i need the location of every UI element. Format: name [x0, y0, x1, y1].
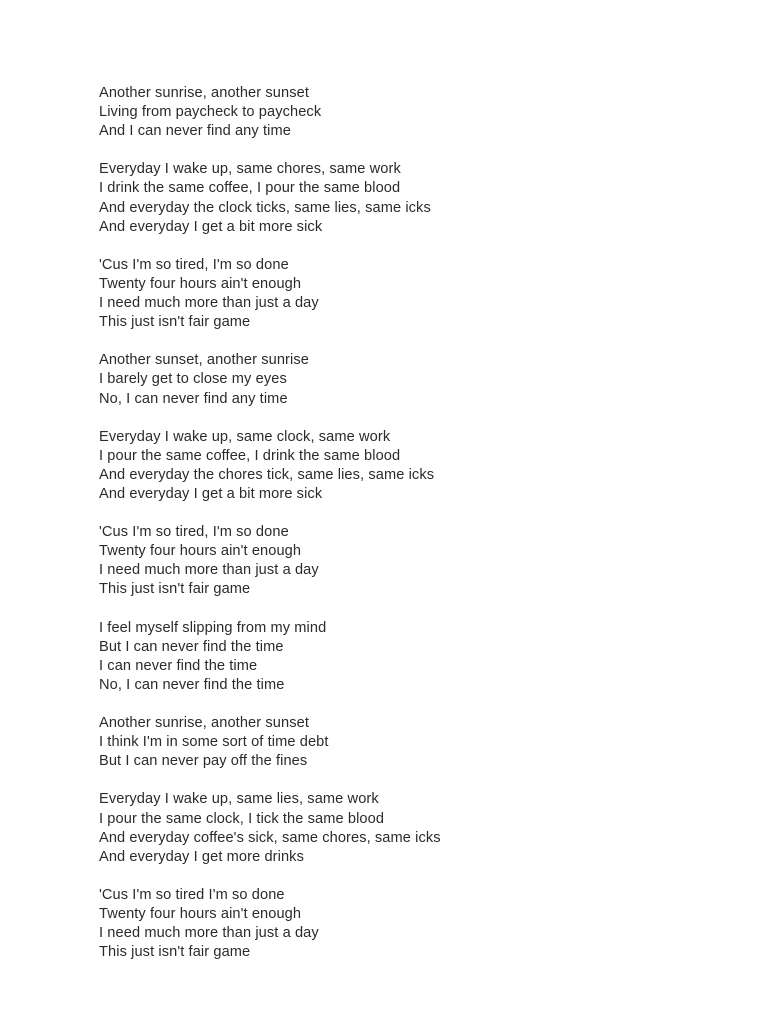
lyric-line: But I can never pay off the fines [99, 753, 308, 770]
lyric-line: No, I can never find the time [99, 676, 285, 693]
lyric-line: 'Cus I'm so tired, I'm so done [99, 524, 289, 541]
stanza-2 [99, 160, 739, 236]
stanza-8 [99, 714, 739, 771]
lyric-line: I drink the same coffee, I pour the same blood [99, 180, 401, 197]
lyric-line: No, I can never find any time [99, 390, 288, 407]
lyrics-page [99, 84, 739, 981]
lyric-line: And everyday the clock ticks, same lies, same icks [99, 199, 431, 216]
lyric-line: Twenty four hours ain't enough [99, 543, 302, 560]
lyric-line: And everyday the chores tick, same lies, same icks [99, 466, 435, 483]
lyric-line: And everyday I get more drinks [99, 848, 304, 865]
stanza-4 [99, 351, 739, 408]
lyric-line: 'Cus I'm so tired, I'm so done [99, 256, 289, 273]
lyric-line: Another sunrise, another sunset [99, 715, 309, 732]
lyric-line: I feel myself slipping from my mind [99, 619, 327, 636]
stanza-9 [99, 790, 739, 866]
lyric-line: And everyday I get a bit more sick [99, 485, 323, 502]
stanza-3 [99, 256, 739, 332]
stanza-1 [99, 84, 739, 141]
lyric-line: I barely get to close my eyes [99, 371, 287, 388]
lyric-line: This just isn't fair game [99, 314, 251, 331]
lyric-line: I pour the same coffee, I drink the same blood [99, 447, 401, 464]
lyric-line: I need much more than just a day [99, 925, 319, 942]
lyric-line: Everyday I wake up, same lies, same work [99, 791, 379, 808]
lyric-line: And everyday coffee's sick, same chores, same icks [99, 829, 441, 846]
lyric-line: I need much more than just a day [99, 295, 319, 312]
lyric-line: This just isn't fair game [99, 581, 251, 598]
lyric-line: Living from paycheck to paycheck [99, 104, 322, 121]
lyric-line: I think I'm in some sort of time debt [99, 734, 329, 751]
lyric-line: Another sunrise, another sunset [99, 85, 309, 101]
lyric-line: Twenty four hours ain't enough [99, 275, 302, 292]
lyric-line: And I can never find any time [99, 123, 291, 140]
lyric-line: I pour the same clock, I tick the same blood [99, 810, 385, 827]
lyric-line: Another sunset, another sunrise [99, 352, 309, 369]
lyric-line: Everyday I wake up, same chores, same work [99, 161, 401, 178]
lyric-line: But I can never find the time [99, 638, 284, 655]
stanza-6 [99, 523, 739, 599]
stanza-7 [99, 619, 739, 695]
lyric-line: And everyday I get a bit more sick [99, 218, 323, 235]
lyric-line: 'Cus I'm so tired I'm so done [99, 886, 285, 903]
lyric-line: This just isn't fair game [99, 944, 251, 961]
stanza-10 [99, 886, 739, 962]
lyric-line: Everyday I wake up, same clock, same work [99, 428, 391, 445]
lyric-line: I need much more than just a day [99, 562, 319, 579]
lyric-line: Twenty four hours ain't enough [99, 906, 302, 923]
stanza-5 [99, 428, 739, 504]
lyric-line: I can never find the time [99, 657, 258, 674]
